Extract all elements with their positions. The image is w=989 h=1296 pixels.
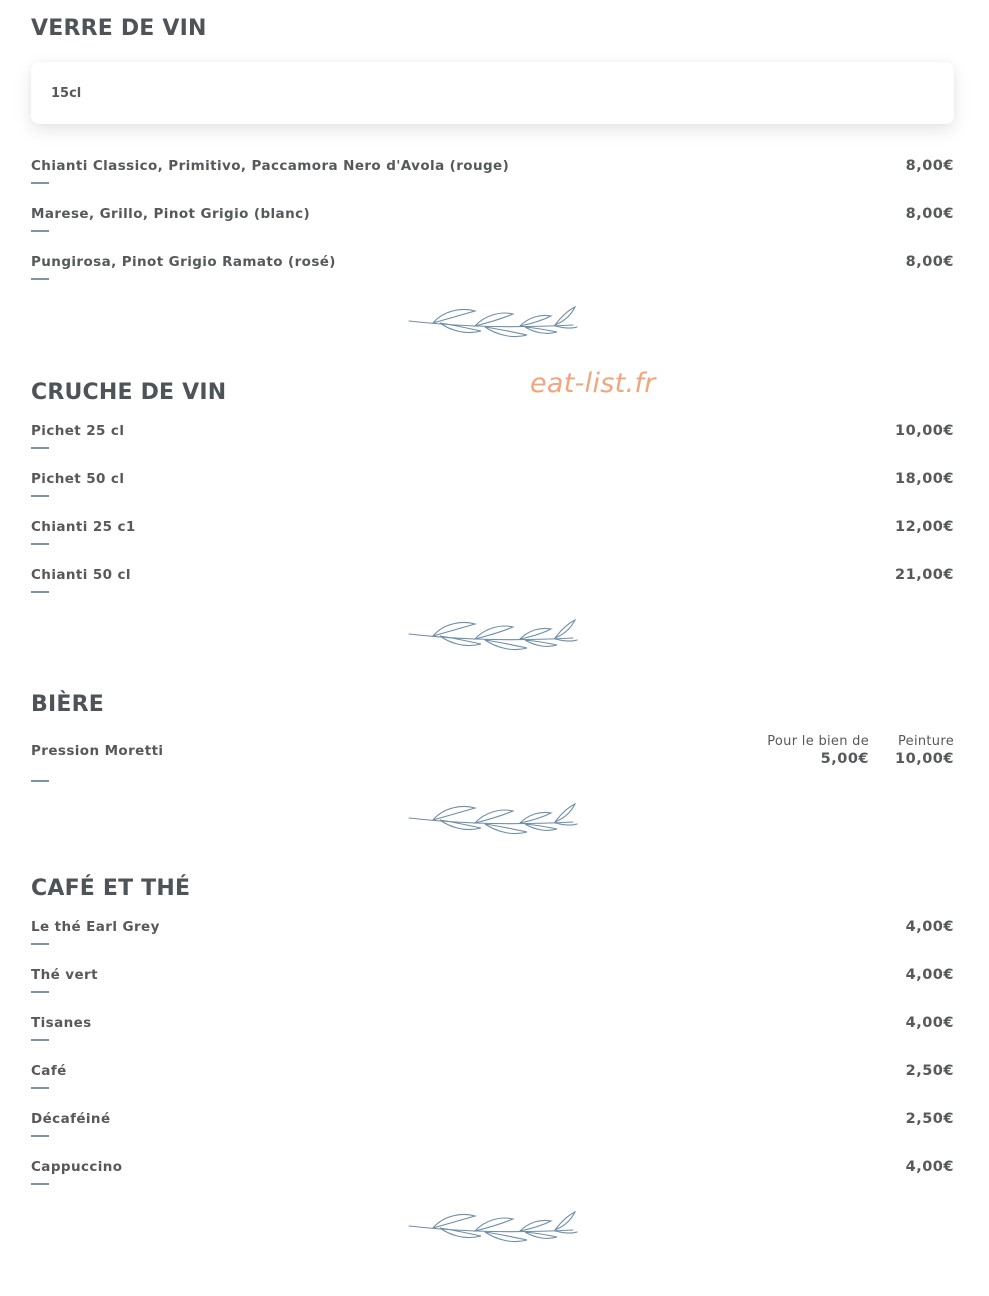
price-options (767, 733, 954, 769)
item-name: Chianti Classico, Primitivo, Paccamora Nero d'Avola (rouge) (31, 158, 510, 174)
item-price: 12,00€ (895, 519, 954, 535)
item-name: Décaféiné (31, 1111, 111, 1127)
item-name: Le thé Earl Grey (31, 919, 160, 935)
item-name: Tisanes (31, 1015, 92, 1031)
price-option-label: Peinture (897, 734, 954, 749)
item-list-biere (31, 734, 954, 792)
olive-branch-icon (405, 616, 580, 658)
item-price: 8,00€ (905, 206, 954, 222)
item-dash (31, 182, 49, 184)
menu-item (31, 566, 954, 614)
section-verre-de-vin (31, 14, 954, 124)
menu-item (31, 1062, 954, 1110)
price-option-value: 5,00€ (820, 751, 870, 767)
price-option-value: 10,00€ (895, 751, 954, 767)
item-price: 8,00€ (905, 158, 954, 174)
item-dash (31, 278, 49, 280)
item-name: Pungirosa, Pinot Grigio Ramato (rosé) (31, 254, 336, 270)
item-name: Café (31, 1063, 67, 1079)
item-price: 21,00€ (895, 567, 954, 583)
item-price: 10,00€ (895, 423, 954, 439)
section-biere (31, 690, 954, 720)
menu-item (31, 918, 954, 966)
olive-branch-icon (405, 800, 580, 842)
menu-item (31, 1158, 954, 1206)
price-option (767, 733, 869, 769)
item-price: 4,00€ (905, 919, 954, 935)
serving-note (31, 62, 954, 124)
item-list-cafe (31, 918, 954, 1206)
item-price: 8,00€ (905, 254, 954, 270)
menu-item (31, 253, 954, 301)
item-dash (31, 591, 49, 593)
item-dash (31, 943, 49, 945)
section-cafe-et-the (31, 874, 954, 904)
menu-item (31, 966, 954, 1014)
item-dash (31, 447, 49, 449)
section-title: VERRE DE VIN (31, 16, 207, 41)
item-price: 4,00€ (905, 1159, 954, 1175)
item-name: Pression Moretti (31, 743, 164, 759)
section-title: CRUCHE DE VIN (31, 380, 227, 405)
olive-branch-icon (405, 1208, 580, 1250)
item-name: Thé vert (31, 967, 98, 983)
menu-item (31, 157, 954, 205)
menu-item (31, 518, 954, 566)
item-list-verre (31, 157, 954, 301)
item-dash (31, 230, 49, 232)
item-dash (31, 1039, 49, 1041)
price-option-label: Pour le bien de (767, 734, 870, 749)
item-name: Cappuccino (31, 1159, 123, 1175)
item-dash (31, 543, 49, 545)
item-name: Pichet 25 cl (31, 423, 125, 439)
item-name: Chianti 25 c1 (31, 519, 136, 535)
item-dash (31, 780, 49, 782)
menu-item (31, 1014, 954, 1062)
item-name: Pichet 50 cl (31, 471, 125, 487)
item-price: 18,00€ (895, 471, 954, 487)
menu-item (31, 1110, 954, 1158)
menu-item (31, 470, 954, 518)
serving-note-text: 15cl (51, 85, 82, 101)
item-name: Chianti 50 cl (31, 567, 131, 583)
olive-branch-icon (405, 303, 580, 345)
item-price: 2,50€ (905, 1063, 954, 1079)
item-dash (31, 1135, 49, 1137)
menu-item (31, 734, 954, 792)
section-title: BIÈRE (31, 692, 104, 717)
menu-item (31, 422, 954, 470)
item-dash (31, 1183, 49, 1185)
menu-item (31, 205, 954, 253)
item-name: Marese, Grillo, Pinot Grigio (blanc) (31, 206, 311, 222)
section-cruche-de-vin (31, 378, 954, 408)
item-price: 4,00€ (905, 1015, 954, 1031)
item-dash (31, 1087, 49, 1089)
watermark: eat-list.fr (530, 368, 656, 399)
price-option (895, 733, 954, 769)
item-price: 2,50€ (905, 1111, 954, 1127)
item-price: 4,00€ (905, 967, 954, 983)
item-dash (31, 495, 49, 497)
item-list-cruche (31, 422, 954, 614)
item-dash (31, 991, 49, 993)
section-title: CAFÉ ET THÉ (31, 876, 191, 901)
